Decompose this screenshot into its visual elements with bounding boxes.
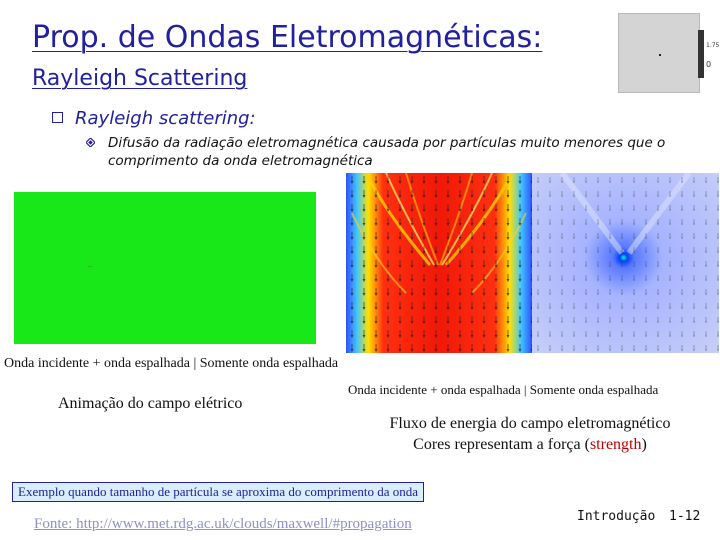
flux-description: [352, 413, 708, 455]
flux-line-2: Cores representam a força (strength): [413, 436, 647, 453]
flux-line-1: Fluxo de energia do campo eletromagnético: [389, 415, 671, 432]
note-box: Exemplo quando tamanho de partícula se aproxima do comprimento da onda: [12, 482, 424, 502]
electric-field-animation: ··: [14, 192, 316, 344]
animation-label: Animação do campo elétrico: [58, 395, 243, 412]
energy-flux-scattered-only: [532, 173, 719, 353]
thumbnail-label-2: 0: [706, 60, 712, 69]
slide-title: Prop. de Ondas Eletromagnéticas:: [32, 20, 543, 55]
animation-caption: Onda incidente + onda espalhada | Somente onda espalhada: [4, 356, 339, 371]
bullet-sub: [86, 134, 666, 170]
flux-caption: Onda incidente + onda espalhada | Somente onda espalhada: [348, 382, 659, 397]
thumbnail-edge: [698, 30, 704, 78]
footer-page-number: 1-12: [669, 509, 701, 524]
strength-highlight: strength: [589, 436, 642, 453]
diamond-bullet-icon: [86, 138, 95, 147]
hollow-square-bullet-icon: [52, 112, 63, 123]
bullet-main: [52, 108, 256, 129]
thumbnail-image: [618, 13, 700, 93]
slide-subtitle: Rayleigh Scattering: [32, 66, 248, 91]
footer-section: Introdução: [577, 509, 656, 524]
bullet-main-text: Rayleigh scattering:: [75, 108, 256, 129]
energy-flux-incident-scattered: [346, 173, 532, 353]
thumbnail-label: 1.75: [706, 42, 720, 49]
source-link[interactable]: Fonte: http://www.met.rdg.ac.uk/clouds/maxwell/#propagation: [34, 516, 412, 532]
bullet-sub-text: Difusão da radiação eletromagnética causada por partículas muito menores que o comprimento da onda eletromagnética: [108, 135, 666, 169]
